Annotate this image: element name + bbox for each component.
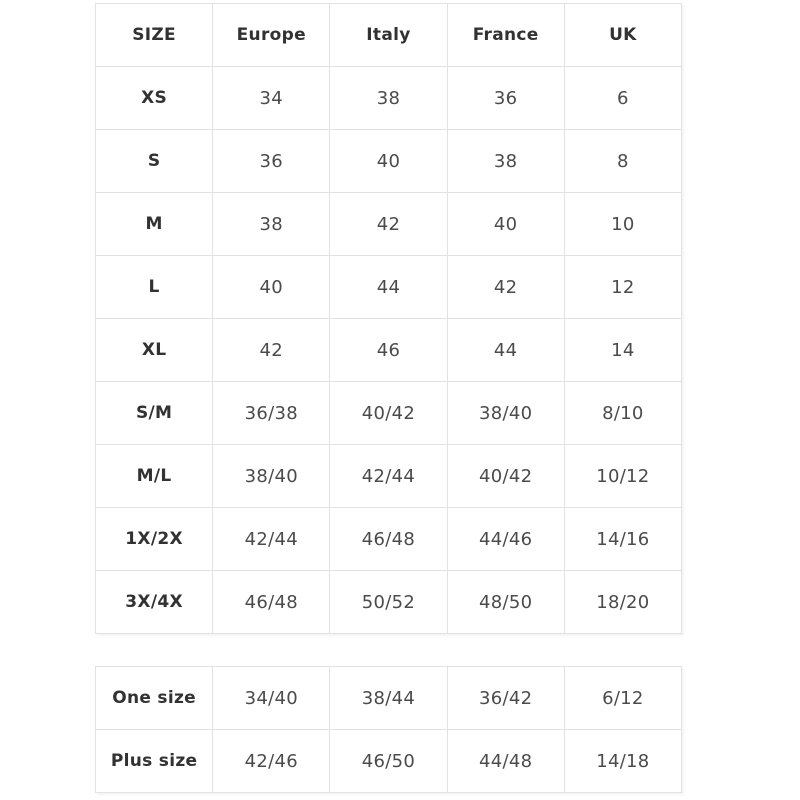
- row-label: S/M: [96, 382, 213, 445]
- column-header-italy: Italy: [330, 4, 447, 67]
- table-cell: 8/10: [564, 382, 681, 445]
- table-cell: 38/40: [447, 382, 564, 445]
- table-row-sm: [96, 382, 682, 445]
- table-cell: 38/44: [330, 667, 447, 730]
- table-cell: 40/42: [447, 445, 564, 508]
- column-header-uk: UK: [564, 4, 681, 67]
- table-cell: 34/40: [213, 667, 330, 730]
- table-cell: 14/16: [564, 508, 681, 571]
- table-row-s: [96, 130, 682, 193]
- row-label: XL: [96, 319, 213, 382]
- table-cell: 48/50: [447, 571, 564, 634]
- row-label: S: [96, 130, 213, 193]
- table-cell: 38/40: [213, 445, 330, 508]
- table-cell: 42/46: [213, 730, 330, 793]
- table-cell: 38: [447, 130, 564, 193]
- table-cell: 42/44: [213, 508, 330, 571]
- table-cell: 50/52: [330, 571, 447, 634]
- table-cell: 36: [213, 130, 330, 193]
- table-row-1x2x: [96, 508, 682, 571]
- row-label: XS: [96, 67, 213, 130]
- row-label: 1X/2X: [96, 508, 213, 571]
- table-row-plus-size: [96, 730, 682, 793]
- column-header-france: France: [447, 4, 564, 67]
- table-cell: 8: [564, 130, 681, 193]
- table-cell: 44/46: [447, 508, 564, 571]
- row-label: One size: [96, 667, 213, 730]
- table-cell: 40/42: [330, 382, 447, 445]
- table-cell: 6/12: [564, 667, 681, 730]
- row-label: Plus size: [96, 730, 213, 793]
- row-label: L: [96, 256, 213, 319]
- header-row: [96, 4, 682, 67]
- table-row-l: [96, 256, 682, 319]
- table-cell: 46/48: [330, 508, 447, 571]
- row-label: 3X/4X: [96, 571, 213, 634]
- table-cell: 36/38: [213, 382, 330, 445]
- table-cell: 40: [330, 130, 447, 193]
- table-cell: 10/12: [564, 445, 681, 508]
- table-row-3x4x: [96, 571, 682, 634]
- table-cell: 38: [330, 67, 447, 130]
- table-row-ml: [96, 445, 682, 508]
- table-cell: 46: [330, 319, 447, 382]
- table-cell: 14/18: [564, 730, 681, 793]
- table-cell: 44: [330, 256, 447, 319]
- row-label: M: [96, 193, 213, 256]
- table-cell: 14: [564, 319, 681, 382]
- table-cell: 12: [564, 256, 681, 319]
- table-cell: 36/42: [447, 667, 564, 730]
- table-cell: 42: [213, 319, 330, 382]
- table-cell: 46/50: [330, 730, 447, 793]
- table-row-one-size: [96, 667, 682, 730]
- table-cell: 40: [447, 193, 564, 256]
- table-cell: 18/20: [564, 571, 681, 634]
- table-row-m: [96, 193, 682, 256]
- table-row-xs: [96, 67, 682, 130]
- table-cell: 6: [564, 67, 681, 130]
- table-cell: 42/44: [330, 445, 447, 508]
- size-conversion-table: [95, 3, 682, 634]
- table-cell: 40: [213, 256, 330, 319]
- table-cell: 10: [564, 193, 681, 256]
- row-label: M/L: [96, 445, 213, 508]
- table-cell: 34: [213, 67, 330, 130]
- table-cell: 42: [447, 256, 564, 319]
- table-cell: 44: [447, 319, 564, 382]
- column-header-size: SIZE: [96, 4, 213, 67]
- table-cell: 36: [447, 67, 564, 130]
- special-size-table: [95, 666, 682, 793]
- column-header-europe: Europe: [213, 4, 330, 67]
- table-cell: 44/48: [447, 730, 564, 793]
- table-cell: 46/48: [213, 571, 330, 634]
- table-cell: 38: [213, 193, 330, 256]
- table-row-xl: [96, 319, 682, 382]
- table-cell: 42: [330, 193, 447, 256]
